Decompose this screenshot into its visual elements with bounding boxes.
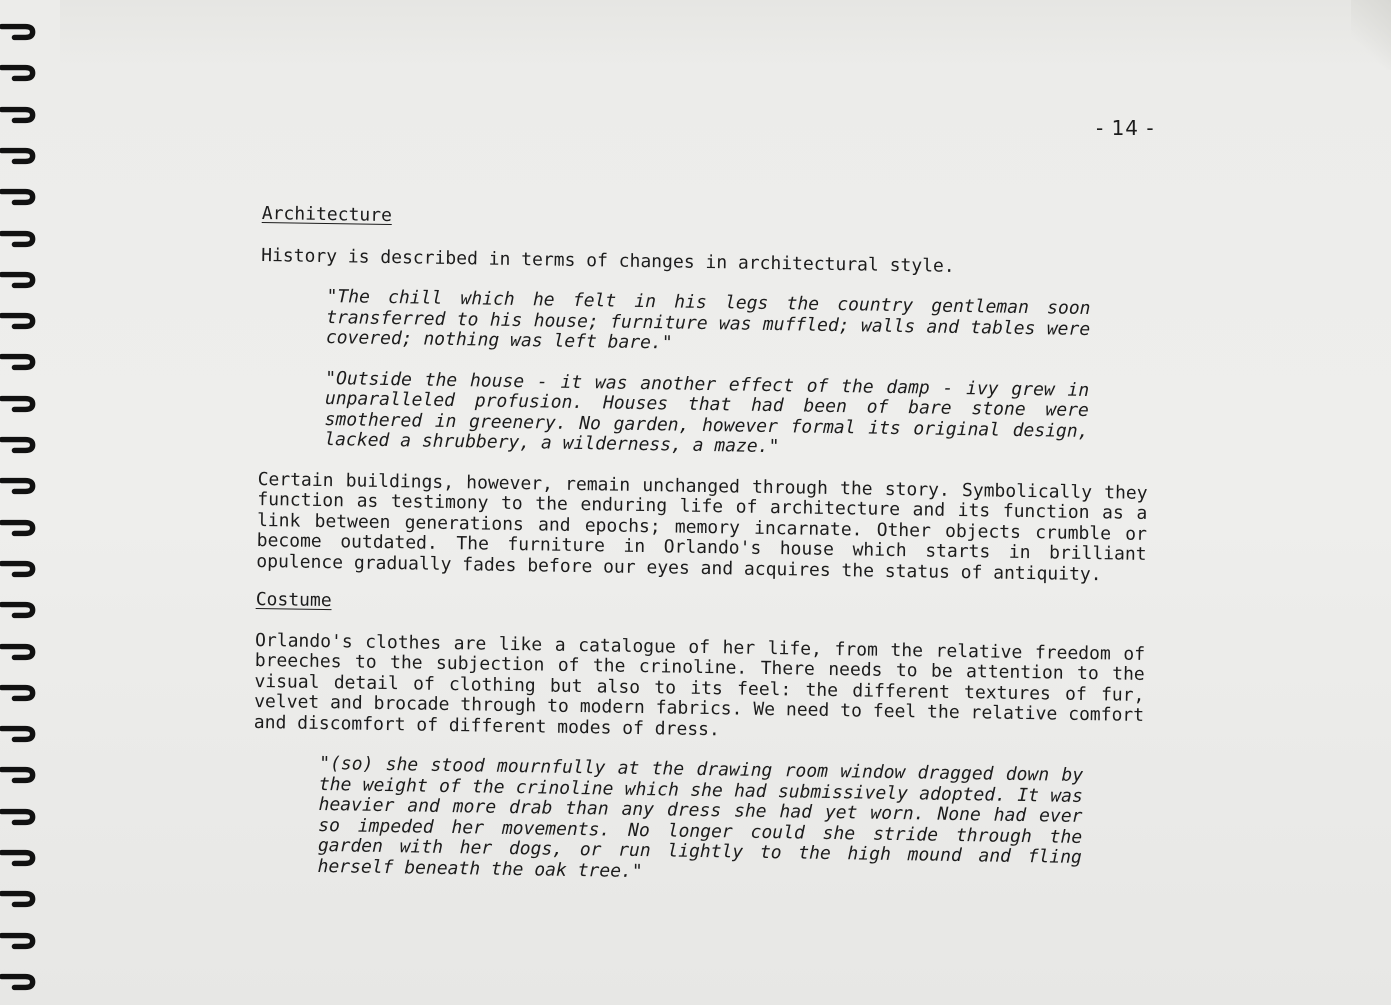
- architecture-quote-1: "The chill which he felt in his legs the country gentleman soon transferred to his house; furniture was muffled; walls and tables were covered; nothing was left bare.": [325, 286, 1091, 354]
- costume-quote: "(so) she stood mournfully at the drawing room window dragged down by the weight of the crinoline which she had submissively adopted. It was heavier and more drab than any dress she had yet worn. None had ever so impeded her movements. No longer could she stride through the garden with her dogs, or run lightly to the high mound and fling herself beneath the oak tree.": [317, 752, 1084, 882]
- page-number: - 14 -: [1096, 116, 1155, 140]
- binding-coil: [0, 518, 38, 538]
- binding-coil: [0, 63, 38, 83]
- binding-coil: [0, 724, 38, 744]
- binding-coil: [0, 270, 38, 290]
- binding-coil: [0, 22, 38, 42]
- binding-coil: [0, 476, 38, 496]
- architecture-body: Certain buildings, however, remain unchanged through the story. Symbolically they function as testimony to the enduring life of architecture and its function as a link between generations and epochs; memory incarnate. Other objects crumble or become outdated. The furniture in Orlando's house which starts in brilliant opulence gradually fades before our eyes and acquires the status of antiquity.: [256, 468, 1148, 585]
- binding-coil: [0, 848, 38, 868]
- binding-coil: [0, 807, 38, 827]
- page-shadow: [60, 0, 1391, 70]
- binding-coil: [0, 559, 38, 579]
- section-heading-costume: Costume: [255, 588, 332, 612]
- architecture-quote-2: "Outside the house - it was another effect of the damp - ivy grew in unparalleled profusion. Houses that had been of bare stone were smothered in greenery. No garden, however formal its original design, lacked a shrubbery, a wilderness, a maze.": [324, 367, 1090, 458]
- binding-coil: [0, 352, 38, 372]
- binding-coil: [0, 889, 38, 909]
- architecture-intro: History is described in terms of changes in architectural style.: [261, 244, 955, 277]
- binding-coil: [0, 931, 38, 951]
- page-corner-shadow: [1351, 0, 1391, 70]
- binding-coil: [0, 972, 38, 992]
- binding-coil: [0, 683, 38, 703]
- binding-coil: [0, 765, 38, 785]
- binding-coil: [0, 435, 38, 455]
- page-body: [251, 204, 1151, 890]
- binding-coil: [0, 229, 38, 249]
- spiral-binding: [0, 0, 48, 1005]
- binding-coil: [0, 394, 38, 414]
- costume-body: Orlando's clothes are like a catalogue of her life, from the relative freedom of breeches to the subjection of the crinoline. There needs to be attention to the visual detail of clothing but also to its feel: the different textures of fur, velvet and brocade through to modern fabrics. We need to feel the relative comfort and discomfort of different modes of dress.: [253, 629, 1146, 740]
- binding-coil: [0, 642, 38, 662]
- binding-coil: [0, 146, 38, 166]
- binding-coil: [0, 187, 38, 207]
- binding-coil: [0, 311, 38, 331]
- binding-coil: [0, 600, 38, 620]
- section-heading-architecture: Architecture: [261, 203, 393, 227]
- binding-coil: [0, 105, 38, 125]
